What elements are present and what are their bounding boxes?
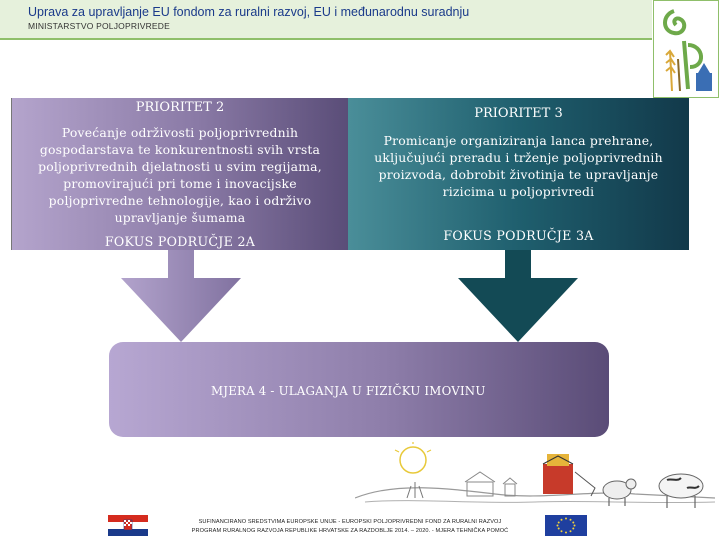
priority-2-line: poljoprivrednih djelatnosti u svim regijama, — [38, 159, 322, 174]
croatian-flag-icon — [108, 515, 148, 536]
priority-2-line: upravljanje šumama — [114, 210, 246, 225]
priority-3-line: uključujući preradu i trženje poljoprivrednih — [374, 150, 663, 165]
footer-line-1: SUFINANCIRANO SREDSTVIMA EUROPSKE UNIJE - EUROPSKI POLJOPRIVREDNI FOND ZA RURALNI RAZVOJ — [198, 519, 502, 525]
priority-3-panel — [348, 98, 689, 250]
left-down-arrow-icon — [121, 250, 241, 342]
priority-3-line: rizicima u poljoprivredi — [442, 184, 595, 199]
ministry-logo-icon — [653, 0, 719, 98]
measure-4-box — [109, 342, 609, 437]
eu-flag-icon — [545, 515, 587, 536]
farm-illustration-icon — [355, 442, 715, 522]
priority-2-line: poljoprivredne tehnologije, kao i održivo — [48, 193, 312, 208]
priority-2-description — [22, 124, 338, 226]
footer-line-2: PROGRAM RURALNOG RAZVOJA REPUBLIKE HRVATSKE ZA RAZDOBLJE 2014. – 2020. - MJERA TEHNIČKA POMOĆ — [191, 528, 509, 534]
priority-3-title: PRIORITET 3 — [474, 106, 563, 121]
header-band — [0, 0, 652, 40]
cofinancing-footer — [160, 518, 540, 536]
priority-3-description — [358, 132, 679, 200]
priority-3-line: proizvoda, dobrobit životinja te upravljanje — [378, 167, 659, 182]
priority-2-line: Povećanje održivosti poljoprivrednih — [61, 125, 299, 140]
header-subtitle: MINISTARSTVO POLJOPRIVREDE — [28, 21, 171, 31]
focus-area-2a: FOKUS PODRUČJE 2A — [104, 234, 256, 249]
measure-4-label: MJERA 4 - ULAGANJA U FIZIČKU IMOVINU — [211, 384, 486, 398]
right-down-arrow-icon — [458, 250, 578, 342]
focus-area-3a: FOKUS PODRUČJE 3A — [443, 228, 594, 243]
priority-2-panel — [11, 98, 348, 250]
priority-3-line: Promicanje organiziranja lanca prehrane, — [383, 133, 654, 148]
priority-2-title: PRIORITET 2 — [135, 100, 225, 115]
priority-2-line: promovirajući pri tome i inovacijske — [63, 176, 297, 191]
priority-2-line: gospodarstava te konkurentnosti svih vrsta — [39, 142, 321, 157]
header-title: Uprava za upravljanje EU fondom za ruralni razvoj, EU i međunarodnu suradnju — [28, 5, 470, 19]
